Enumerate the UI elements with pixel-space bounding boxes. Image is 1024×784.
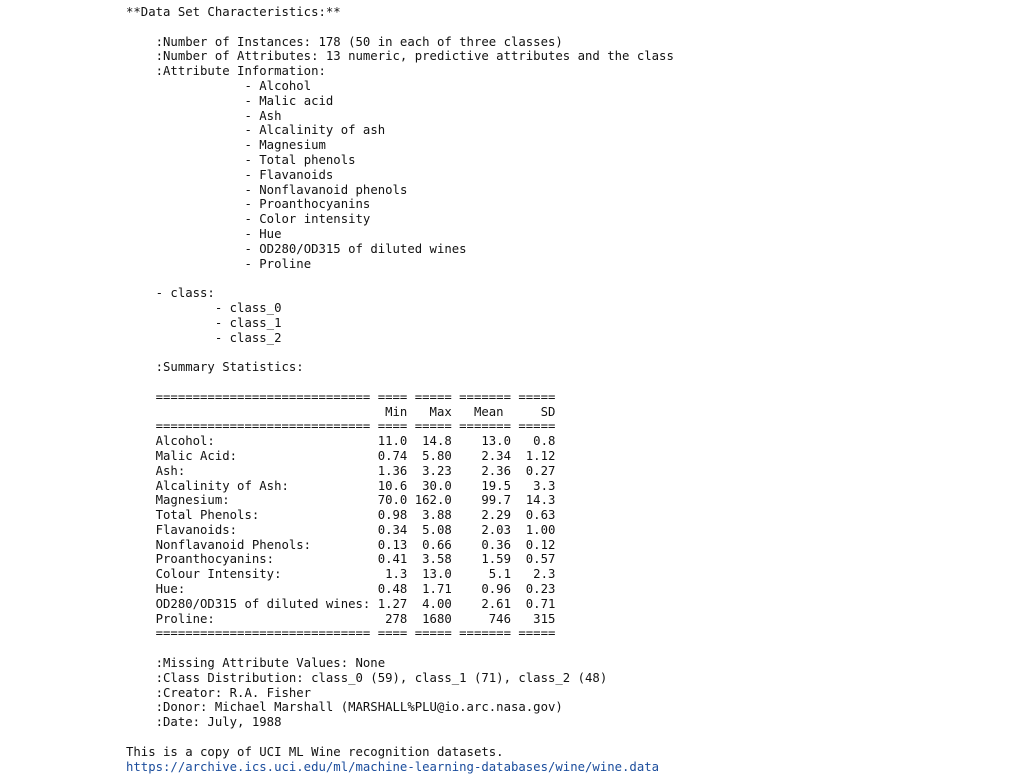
source-data-link[interactable]: https://archive.ics.uci.edu/ml/machine-learning-databases/wine/wine.data [126,759,660,774]
dataset-characteristics-text: **Data Set Characteristics:** :Number of Instances: 178 (50 in each of three classes) :Number of Attributes: 13 numeric, predictive attributes and the class :Attribute Information: - Alcohol - Malic acid - Ash - Alcalinity of ash - Magnesium - Total phenols - Flavanoids - Nonflavanoid phenols - Proanthocyanins - Color intensity - Hue - OD280/OD315 of diluted wines - Proline - class: - class_0 - class_1 - class_2 :Summary Statistics: ============================= ==== ===== ======= ===== Min Max Mean SD ============================= ==== ===== ======= ===== Alcohol: 11.0 14.8 13.0 0.8 Malic Acid: 0.74 5.80 2.34 1.12 Ash: 1.36 3.23 2.36 0.27 Alcalinity of Ash: 10.6 30.0 19.5 3.3 Magnesium: 70.0 162.0 99.7 14.3 Total Phenols: 0.98 3.88 2.29 0.63 Flavanoids: 0.34 5.08 2.03 1.00 Nonflavanoid Phenols: 0.13 0.66 0.36 0.12 Proanthocyanins: 0.41 3.58 1.59 0.57 Colour Intensity: 1.3 13.0 5.1 2.3 Hue: 0.48 1.71 0.96 0.23 OD280/OD315 of diluted wines: 1.27 4.00 2.61 0.71 Proline: 278 1680 746 315 ============================= ==== ===== ======= ===== :Missing Attribute Values: None :Class Distribution: class_0 (59), class_1 (71), class_2 (48) :Creator: R.A. Fisher :Donor: Michael Marshall (MARSHALL%PLU@io.arc.nasa.gov) :Date: July, 1988 [126,5,674,730]
copy-notice-text: This is a copy of UCI ML Wine recognition datasets. [126,745,504,759]
footer-note [126,745,659,775]
